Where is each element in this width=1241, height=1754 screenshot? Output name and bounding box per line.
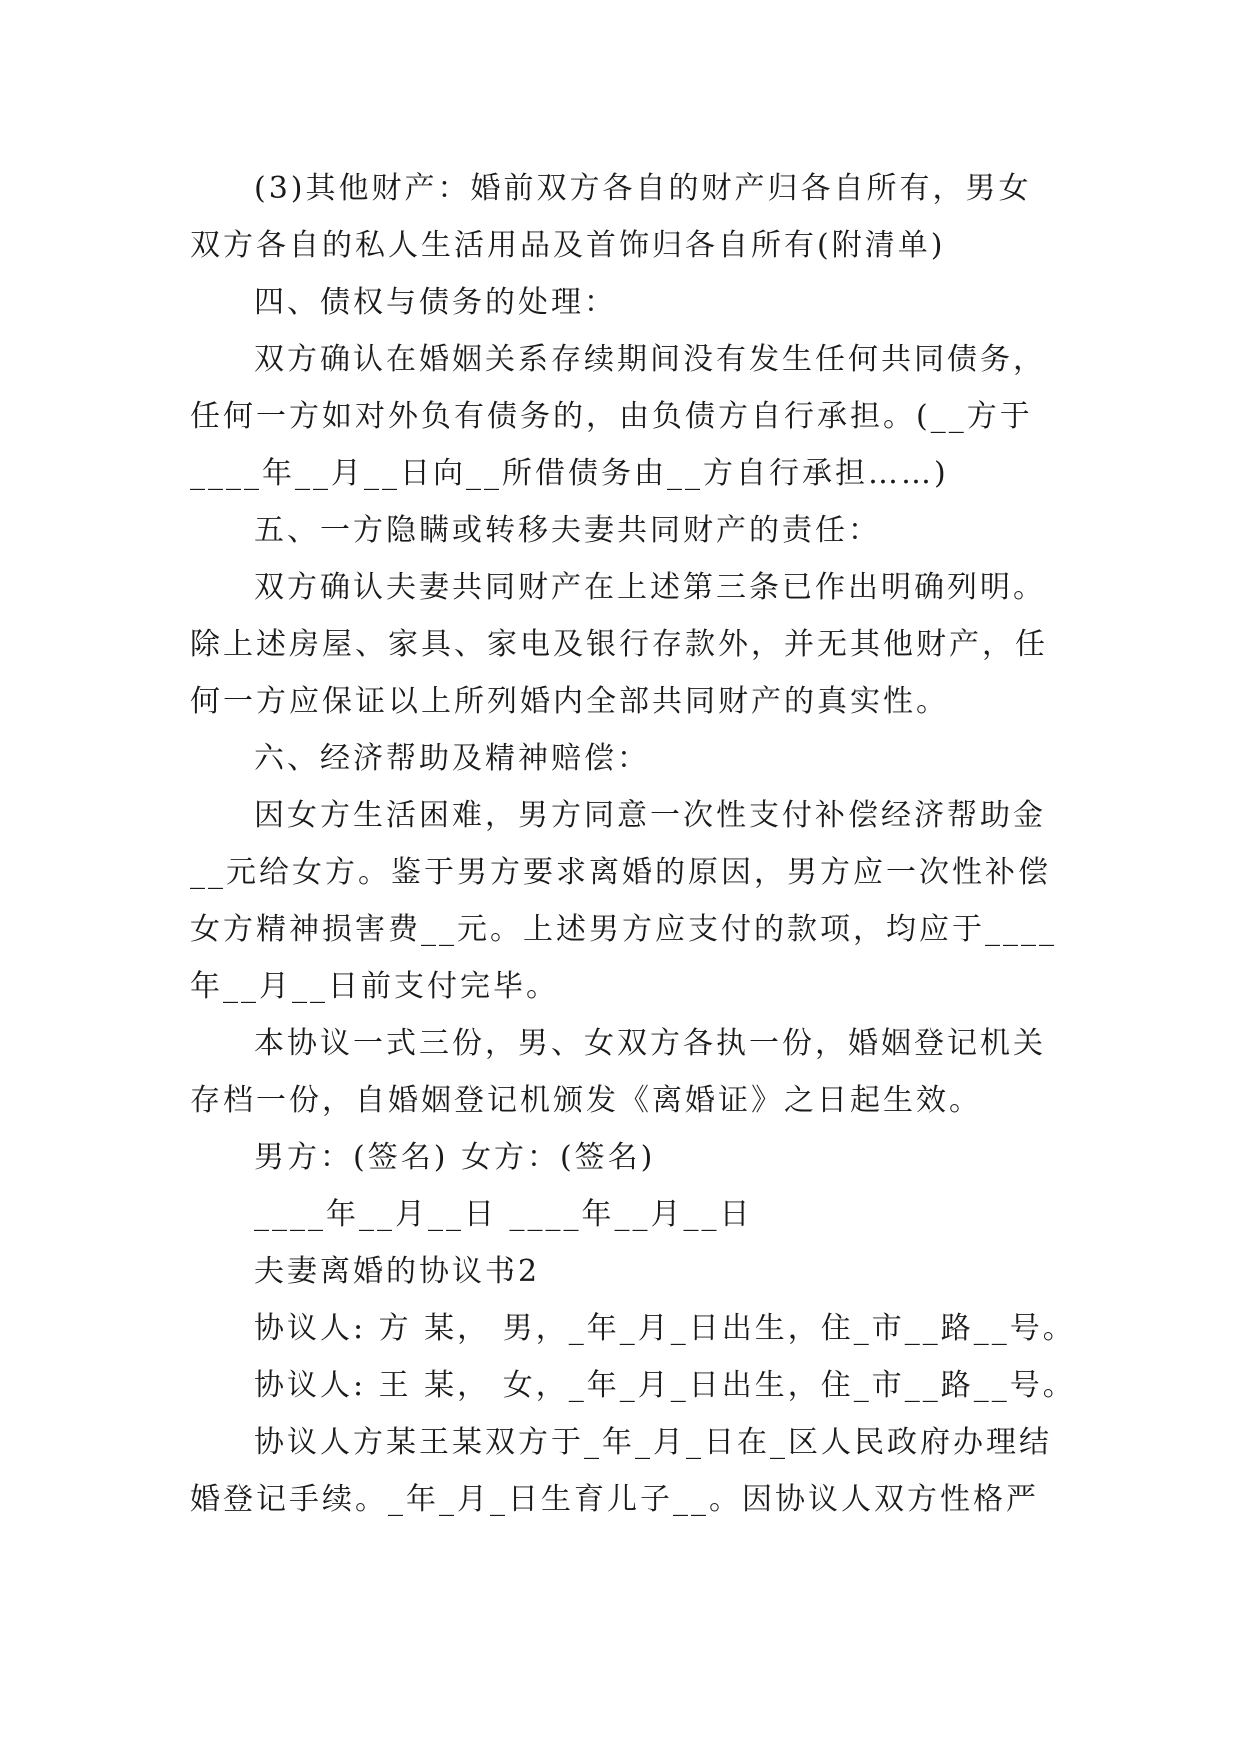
text-line: 任何一方如对外负有债务的，由负债方自行承担。(__方于	[190, 399, 1033, 434]
text-line: (3)其他财产：婚前双方各自的财产归各自所有，男女	[254, 171, 1032, 206]
document-title: 夫妻离婚的协议书2	[254, 1254, 541, 1289]
date-line: ____年__月__日 ____年__月__日	[254, 1197, 753, 1232]
text-line: 女方精神损害费__元。上述男方应支付的款项，均应于____	[190, 912, 1057, 947]
text-line: 婚登记手续。_年_月_日生育儿子__。因协议人双方性格严	[190, 1482, 1039, 1517]
text-line: 本协议一式三份，男、女双方各执一份，婚姻登记机关	[254, 1026, 1046, 1061]
text-line: 除上述房屋、家具、家电及银行存款外，并无其他财产，任	[190, 627, 1048, 662]
text-line: 年__月__日前支付完毕。	[190, 969, 559, 1004]
section-heading: 六、经济帮助及精神赔偿：	[254, 741, 650, 776]
party-line: 协议人: 方 某， 男，_年_月_日出生，住_市__路__号。	[254, 1311, 1076, 1346]
text-line: 存档一份，自婚姻登记机颁发《离婚证》之日起生效。	[190, 1083, 982, 1118]
section-heading: 五、一方隐瞒或转移夫妻共同财产的责任：	[254, 513, 881, 548]
document-body	[190, 160, 1076, 1528]
text-line: 因女方生活困难，男方同意一次性支付补偿经济帮助金	[254, 798, 1046, 833]
text-line: 双方确认在婚姻关系存续期间没有发生任何共同债务，	[254, 342, 1046, 377]
text-line: ____年__月__日向__所借债务由__方自行承担……)	[190, 456, 949, 491]
text-line: 双方确认夫妻共同财产在上述第三条已作出明确列明。	[254, 570, 1046, 605]
section-heading: 四、债权与债务的处理：	[254, 285, 617, 320]
text-line: 协议人方某王某双方于_年_月_日在_区人民政府办理结	[254, 1425, 1052, 1460]
party-line: 协议人: 王 某， 女，_年_月_日出生，住_市__路__号。	[254, 1368, 1076, 1403]
signature-line: 男方：(签名) 女方：(签名)	[254, 1140, 656, 1175]
text-line: 何一方应保证以上所列婚内全部共同财产的真实性。	[190, 684, 949, 719]
text-line: 双方各自的私人生活用品及首饰归各自所有(附清单)	[190, 228, 946, 263]
text-line: __元给女方。鉴于男方要求离婚的原因，男方应一次性补偿	[190, 855, 1051, 890]
